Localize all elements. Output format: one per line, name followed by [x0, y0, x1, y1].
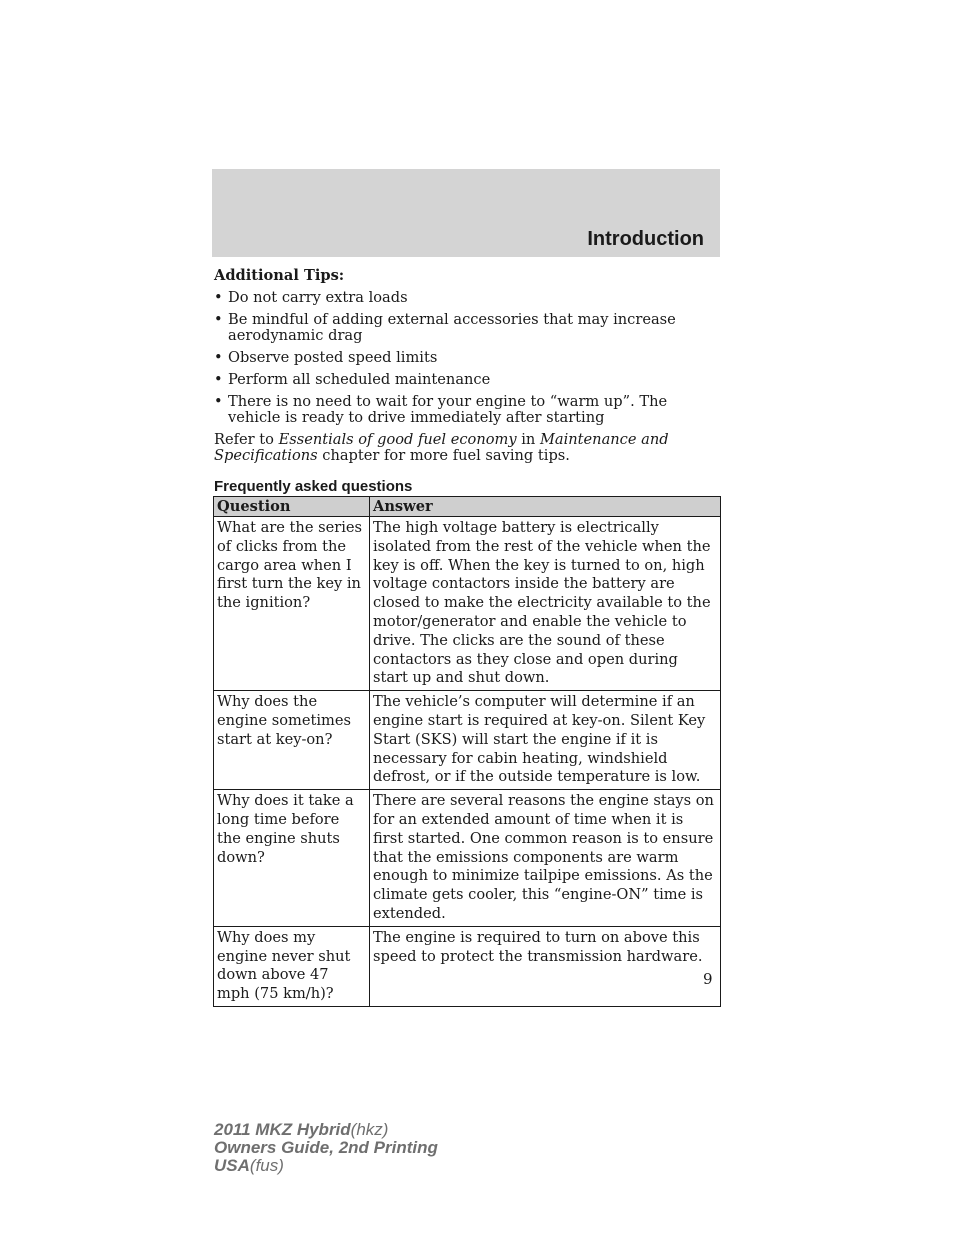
bullet-icon: •	[214, 349, 223, 366]
list-item: • There is no need to wait for your engine to “warm up”. The vehicle is ready to drive immediately after starting	[214, 393, 668, 426]
answer-cell: The engine is required to turn on above this speed to protect the transmission hardware.	[370, 926, 721, 1006]
question-cell: Why does the engine sometimes start at key-on?	[214, 691, 370, 790]
page-content	[214, 268, 720, 501]
answer-cell: There are several reasons the engine stays on for an extended amount of time when it is first started. One common reason is to ensure that the emissions components are warm enough to minimize tailpipe emissions. As the climate gets cooler, this “engine-ON” time is extended.	[370, 790, 721, 927]
tips-heading: Additional Tips:	[214, 267, 345, 284]
list-item: • Do not carry extra loads	[214, 289, 408, 306]
tips-list	[214, 290, 720, 426]
table-row	[214, 790, 721, 927]
refer-chapter: Maintenance and Specifications	[214, 431, 669, 464]
list-item: • Perform all scheduled maintenance	[214, 371, 491, 388]
table-row	[214, 926, 721, 1006]
refer-topic: Essentials of good fuel economy	[278, 431, 517, 448]
answer-cell: The high voltage battery is electrically isolated from the rest of the vehicle when the key is off. When the key is turned to on, high voltage contactors inside the battery are closed to make the electricity available to the motor/generator and enable the vehicle to drive. The clicks are the sound of these contactors as they close and open during start up and shut down.	[370, 517, 721, 691]
table-header-row	[214, 497, 721, 517]
column-header-question: Question	[214, 497, 370, 517]
table-row	[214, 517, 721, 691]
question-cell: Why does it take a long time before the engine shuts down?	[214, 790, 370, 927]
page-number: 9	[703, 970, 713, 988]
bullet-icon: •	[214, 393, 223, 410]
footer-print-info	[214, 1121, 438, 1175]
column-header-answer: Answer	[370, 497, 721, 517]
footer-line-1: 2011 MKZ Hybrid(hkz)	[214, 1120, 389, 1139]
faq-table	[213, 496, 721, 1007]
section-title: Introduction	[587, 228, 704, 250]
question-cell: Why does my engine never shut down above 47 mph (75 km/h)?	[214, 926, 370, 1006]
list-item: • Be mindful of adding external accessories that may increase aerodynamic drag	[214, 311, 676, 344]
bullet-icon: •	[214, 289, 223, 306]
answer-cell: The vehicle’s computer will determine if an engine start is required at key-on. Silent Key Start (SKS) will start the engine if it is necessary for cabin heating, windshield defrost, or if the outside temperature is low.	[370, 691, 721, 790]
table-row	[214, 691, 721, 790]
section-header-band	[212, 169, 720, 257]
question-cell: What are the series of clicks from the cargo area when I first turn the key in the ignition?	[214, 517, 370, 691]
bullet-icon: •	[214, 371, 223, 388]
footer-line-2: Owners Guide, 2nd Printing	[214, 1138, 438, 1157]
faq-heading: Frequently asked questions	[214, 478, 413, 495]
refer-paragraph: Refer to Essentials of good fuel economy in Maintenance and Specifications chapter for more fuel saving tips.	[214, 431, 669, 464]
footer-line-3: USA(fus)	[214, 1156, 284, 1175]
list-item: • Observe posted speed limits	[214, 349, 438, 366]
bullet-icon: •	[214, 311, 223, 328]
